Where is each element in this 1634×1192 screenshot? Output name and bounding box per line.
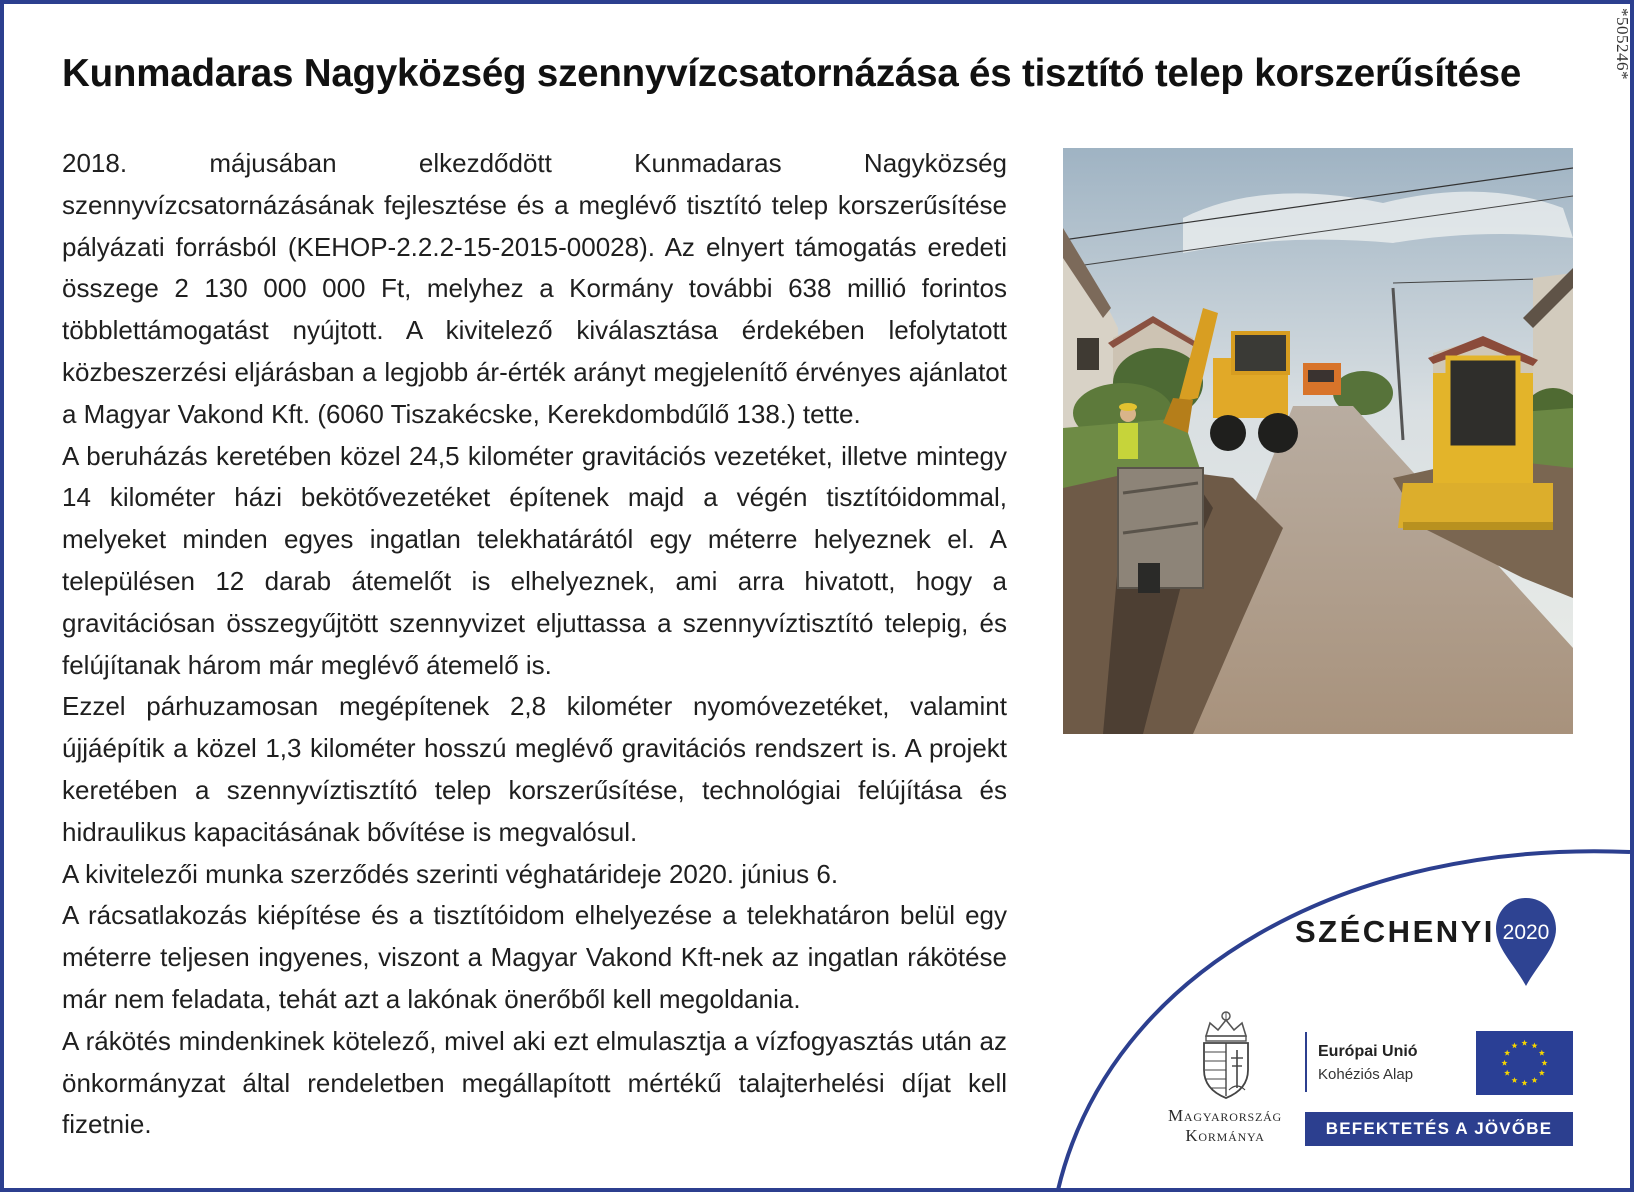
eu-flag-icon: [1476, 1031, 1573, 1095]
eu-divider: [1305, 1032, 1307, 1092]
paragraph-1: 2018. májusában elkezdődött Kunmadaras Nagyközség szennyvízcsatornázásának fejlesztése és a meglévő tisztító telep korszerűsítése pályázati forrásból (KEHOP-2.2.2-15-2015-00028). Az elnyert támogatás eredeti összege 2 130 000 000 Ft, melyhez a Kormány további 638 millió forintos többlettámogatást nyújtott. A kivitelező kiválasztása érdekében lefolytatott közbeszerzési eljárásban a legjobb ár-érték arányt megjelenítő érvényes ajánlatot a Magyar Vakond Kft. (6060 Tiszakécske, Kerekdombdűlő 138.) tette.: [62, 148, 1007, 429]
body-text: [62, 143, 1007, 1146]
paragraph-4: A kivitelezői munka szerződés szerinti véghatárideje 2020. június 6.: [62, 858, 839, 889]
invest-banner: BEFEKTETÉS A JÖVŐBE: [1305, 1112, 1573, 1146]
szechenyi-year: 2020: [1502, 921, 1550, 944]
paragraph-6: A rákötés mindenkinek kötelező, mivel aki ezt elmulasztja a vízfogyasztás után az önkormányzat által rendeletben megállapított mértékű talajterhelési díjat kell fizetnie.: [62, 1025, 1007, 1140]
construction-photo: [1063, 148, 1573, 734]
hungarian-coat-of-arms-icon: [1196, 1010, 1256, 1100]
szechenyi-pin-icon: [1494, 896, 1558, 988]
paragraph-2: A beruházás keretében közel 24,5 kilométer gravitációs vezetéket, illetve mintegy 14 kilométer házi bekötővezetéket építenek majd a végén tisztítóidommal, melyeket minden egyes ingatlan telekhatárától egy méterre helyeznek el. A településen 12 darab átemelőt is elhelyeznek, ami arra hivatott, hogy a gravitációsan összegyűjtött szennyvizet eljuttassa a szennyvíztisztító telepig, és felújítanak három már meglévő átemelő is.: [62, 440, 1007, 680]
paragraph-3: Ezzel párhuzamosan megépítenek 2,8 kilométer nyomóvezetéket, valamint újjáépítik a közel 1,3 kilométer hosszú meglévő gravitációs rendszert is. A projekt keretében a szennyvíztisztító telep korszerűsítése, technológiai felújítása és hidraulikus kapacitásának bővítése is megvalósul.: [62, 691, 1007, 847]
szechenyi-logo-text: SZÉCHENYI: [1295, 914, 1495, 949]
document-code: *505246*: [1613, 8, 1632, 80]
eu-subtitle: Kohéziós Alap: [1318, 1066, 1414, 1083]
page-title: Kunmadaras Nagyközség szennyvízcsatornázása és tisztító telep korszerűsítése: [62, 52, 1522, 95]
eu-title: Európai Unió: [1318, 1043, 1418, 1060]
government-line-1: Magyarország: [1167, 1106, 1283, 1125]
government-line-2: Kormánya: [1185, 1126, 1265, 1145]
government-logo-text: [1150, 1106, 1300, 1146]
paragraph-5: A rácsatlakozás kiépítése és a tisztítóidom elhelyezése a telekhatáron belül egy méterre teljesen ingyenes, viszont a Magyar Vakond Kft-nek az ingatlan rákötése már nem feladata, tehát azt a lakónak önerőből kell megoldania.: [62, 900, 1007, 1014]
